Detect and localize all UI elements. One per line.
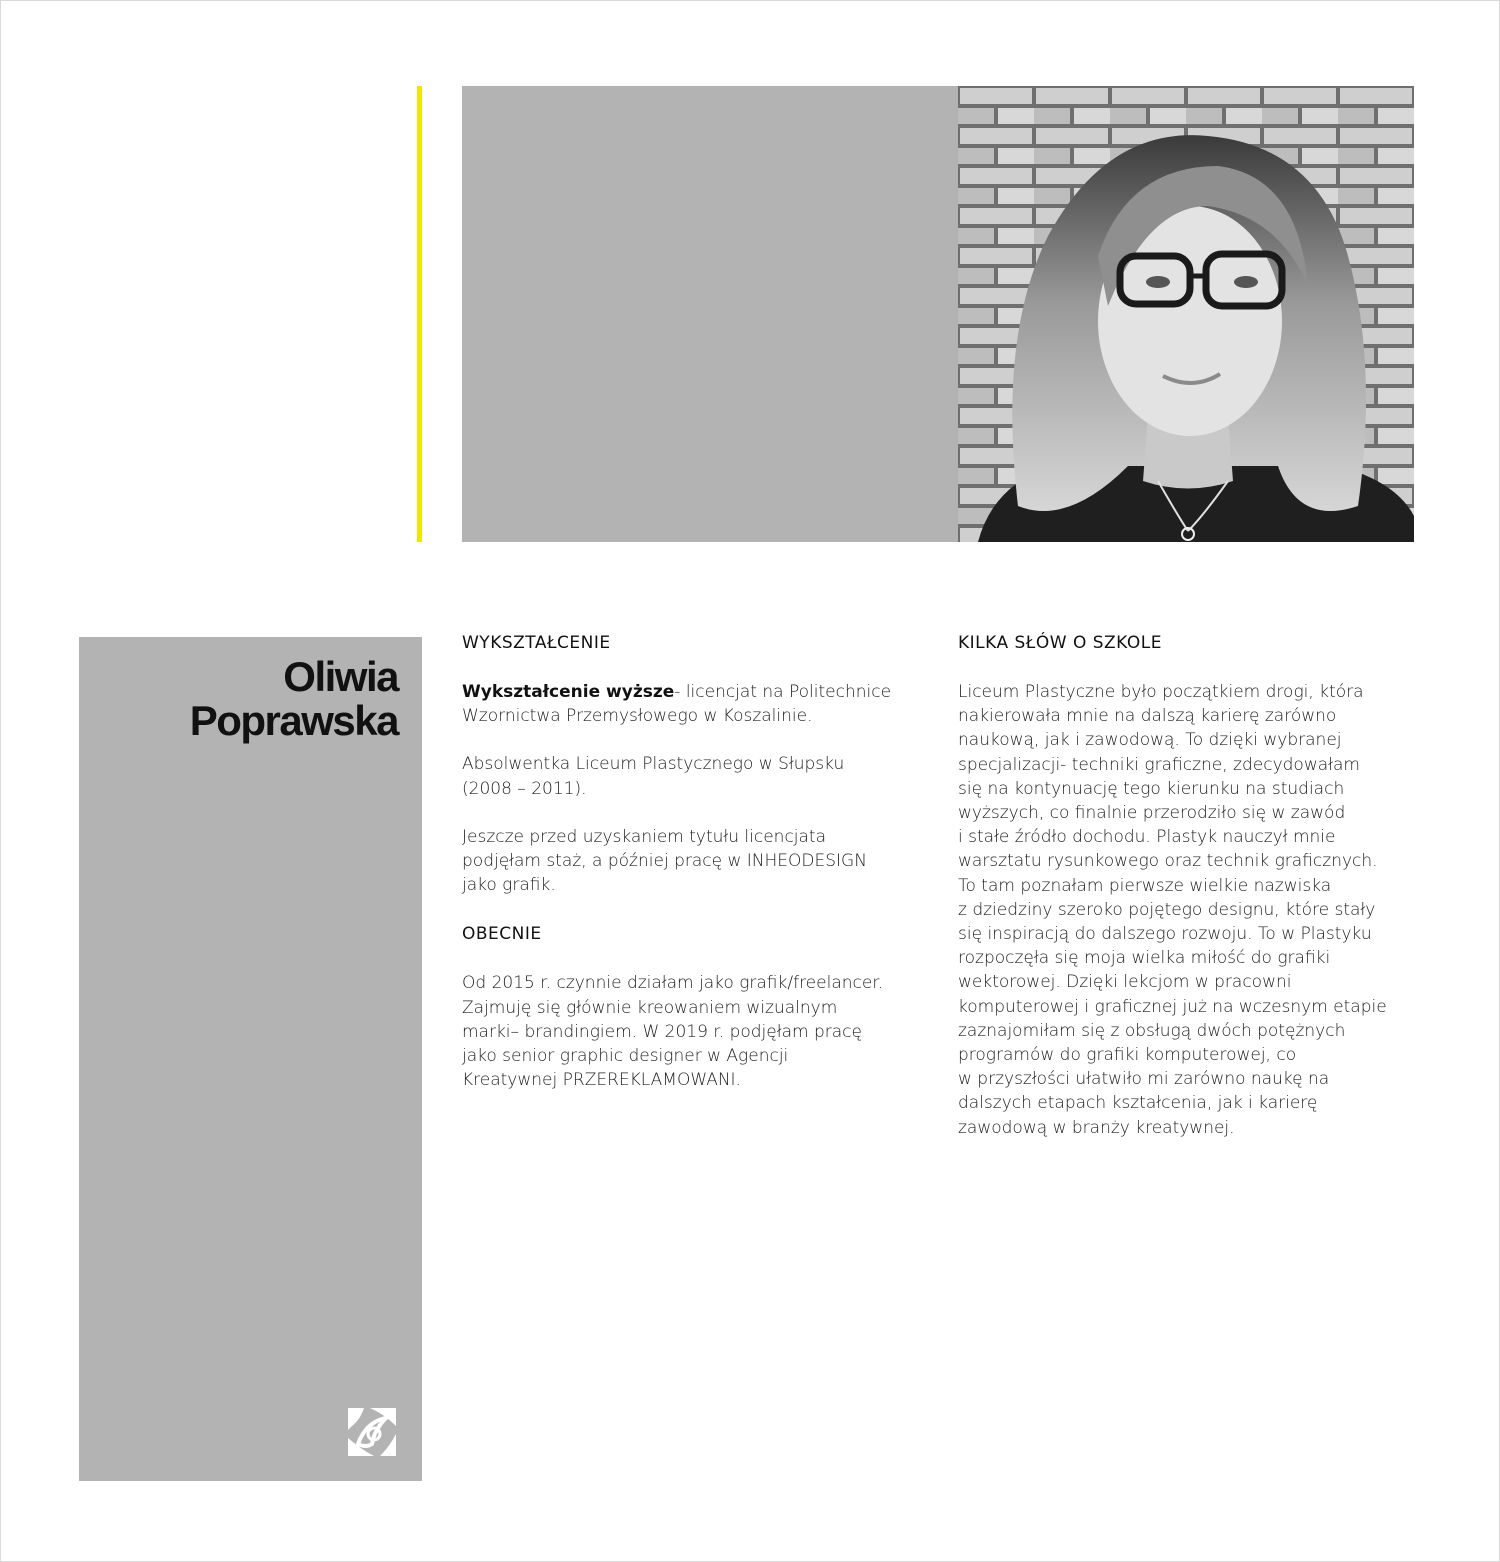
degree-label: Wykształcenie wyższe [462, 682, 675, 702]
name-panel [79, 637, 422, 1481]
education-heading: WYKSZTAŁCENIE [462, 633, 611, 653]
right-column [958, 630, 1418, 1140]
header-gray-block [462, 86, 958, 542]
left-column [462, 630, 912, 1092]
current-heading: OBECNIE [462, 924, 542, 945]
last-name: Poprawska [189, 697, 398, 744]
degree-text: - licencjat na Politechnice Wzornictwa Przemysłowego w Koszalinie. [462, 682, 892, 727]
school-text: Liceum Plastyczne było początkiem drogi, która nakierowała mnie na dalszą karierę zarówno naukową, jak i zawodową. To dzięki wybranej specjalizacji- techniki graficzne, zdecydowałam się na kontynuację tego kierunku na studiach wyższych, co finalnie przerodziło się w zawód i stałe źródło dochodu. Plastyk nauczył mnie warsztatu rysunkowego oraz technik graficznych. To tam poznałam pierwsze wielkie nazwiska z dziedziny szeroko pojętego designu, które stały się inspiracją do dalszego rozwoju. To w Plastyku rozpoczęła się moja wielka miłość do grafiki wektorowej. Dzięki lekcjom w pracowni komputerowej i graficznej już na wczesnym etapie zaznajomiłam się z obsługą dwóch potężnych programów do grafiki komputerowej, co w przyszłości ułatwiło mi zarówno naukę na dalszych etapach kształcenia, jak i karierę zawodową w branży kreatywnej. [958, 682, 1387, 1138]
school-logo-icon [344, 1404, 400, 1460]
first-name: Oliwia [283, 653, 398, 700]
accent-bar [417, 86, 422, 542]
person-name [190, 655, 398, 743]
school-heading: KILKA SŁÓW O SZKOLE [958, 633, 1162, 653]
education-school: Absolwentka Liceum Plastycznego w Słupsku (2008 – 2011). [462, 754, 845, 799]
portrait-image [958, 86, 1414, 542]
current-text: Od 2015 r. czynnie działam jako grafik/freelancer. Zajmuję się głównie kreowaniem wizualnym marki– brandingiem. W 2019 r. podjęłam pracę jako senior graphic designer w Agencji Kreatywnej PRZEREKLAMOWANI. [462, 973, 884, 1091]
education-work: Jeszcze przed uzyskaniem tytułu licencjata podjęłam staż, a później pracę w INHEODESIGN jako grafik. [462, 826, 867, 896]
portrait-photo [958, 86, 1414, 542]
education-degree [462, 680, 912, 728]
